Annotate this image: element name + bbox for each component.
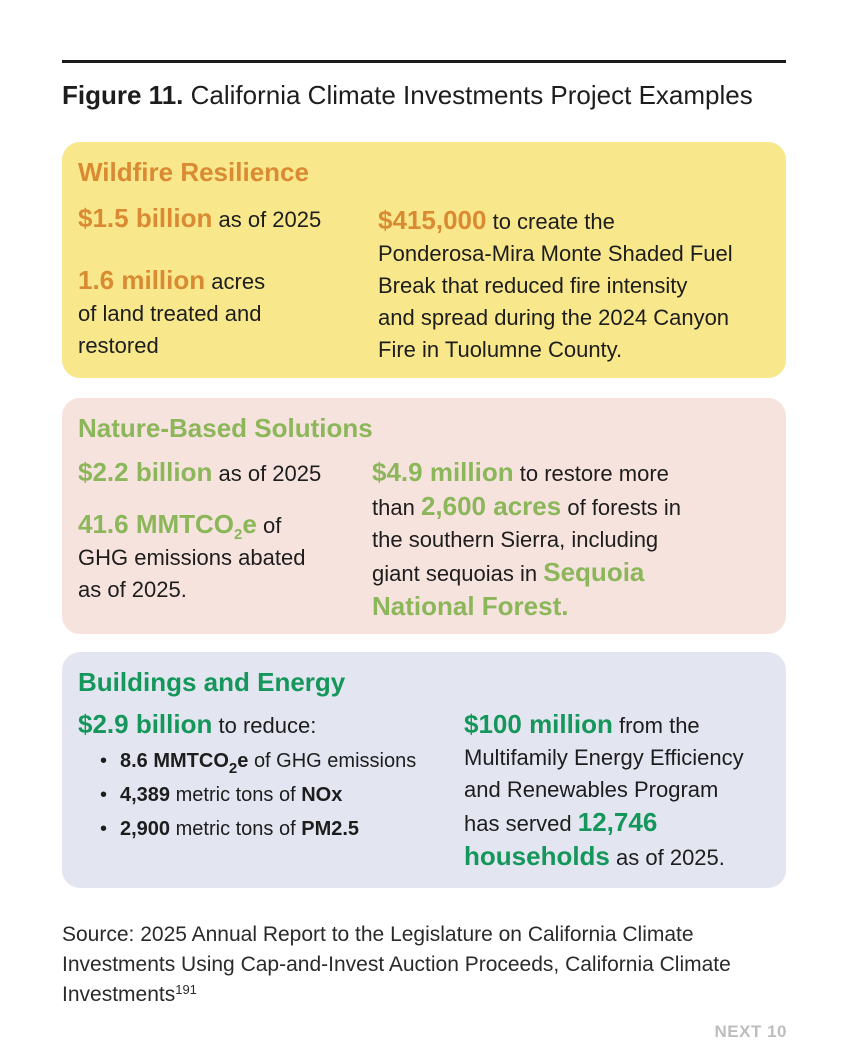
source-footnote: 191 <box>175 982 197 997</box>
nature-abated-sub: 2 <box>234 526 243 543</box>
nature-project-line2a: than <box>372 495 415 520</box>
buildings-households-number: 12,746 <box>577 807 658 837</box>
wildfire-funding-amount: $1.5 billion <box>78 203 213 233</box>
list-item <box>100 812 416 846</box>
buildings-title: Buildings and Energy <box>78 667 346 697</box>
nature-funding <box>78 456 321 490</box>
bullet-text: of GHG emissions <box>253 750 417 772</box>
wildfire-project-line2: Ponderosa-Mira Monte Shaded Fuel <box>378 241 733 266</box>
nature-abated-unit: e <box>242 509 257 539</box>
buildings-program-suffix: as of 2025. <box>616 845 725 870</box>
nature-abated-amount: 41.6 MMTCO <box>78 509 235 539</box>
top-rule <box>62 60 786 63</box>
buildings-funding <box>78 708 316 742</box>
buildings-program-line1: from the <box>618 713 700 738</box>
buildings-funding-amount: $2.9 billion <box>78 709 213 739</box>
bullet-sub: 2 <box>228 760 238 777</box>
buildings-program-line4: has served <box>464 811 572 836</box>
wildfire-project-line4: and spread during the 2024 Canyon <box>378 305 730 330</box>
source-note <box>62 920 792 1010</box>
nature-abated-line1: of <box>262 513 282 538</box>
bullet-value: 8.6 MMTCO <box>120 750 229 772</box>
page-label: NEXT 10 <box>714 1022 787 1041</box>
figure-title <box>62 78 753 112</box>
nature-project-line3: the southern Sierra, including <box>372 527 659 552</box>
bullet-text: metric tons of <box>175 784 296 806</box>
bullet-text: metric tons of <box>175 818 296 840</box>
nature-project <box>372 456 681 622</box>
wildfire-project <box>378 204 733 366</box>
figure-title-text: California Climate Investments Project Examples <box>190 80 753 110</box>
nature-project-place2: National Forest. <box>372 591 569 621</box>
nature-funding-amount: $2.2 billion <box>78 457 213 487</box>
buildings-program-line2: Multifamily Energy Efficiency <box>464 745 744 770</box>
wildfire-project-line5: Fire in Tuolumne County. <box>378 337 623 362</box>
nature-abated-line3: as of 2025. <box>78 577 187 602</box>
bullet-value: 4,389 <box>120 784 171 806</box>
buildings-program-amount: $100 million <box>464 709 613 739</box>
figure-label: Figure 11. <box>62 80 184 110</box>
nature-abated-line2: GHG emissions abated <box>78 545 306 570</box>
buildings-households-label: households <box>464 841 610 871</box>
nature-title: Nature-Based Solutions <box>78 413 373 443</box>
wildfire-acres-amount: 1.6 million <box>78 265 206 295</box>
nature-abated <box>78 508 305 606</box>
wildfire-funding <box>78 202 321 236</box>
list-item <box>100 744 416 778</box>
wildfire-title: Wildfire Resilience <box>78 157 309 187</box>
bullet-pollutant: PM2.5 <box>301 818 360 840</box>
buildings-program <box>464 708 744 874</box>
nature-project-line2b: of forests in <box>567 495 682 520</box>
wildfire-funding-suffix: as of 2025 <box>218 207 322 232</box>
wildfire-resilience-card <box>62 142 786 378</box>
nature-project-place1: Sequoia <box>543 557 645 587</box>
wildfire-acres-line3: restored <box>78 333 159 358</box>
wildfire-project-amount: $415,000 <box>378 205 487 235</box>
buildings-energy-card <box>62 652 786 888</box>
wildfire-project-line3: Break that reduced fire intensity <box>378 273 688 298</box>
list-item <box>100 778 416 812</box>
source-text: Source: 2025 Annual Report to the Legislature on California Climate Investments Using Cap-and-Invest Auction Proceeds, California Climate Investments <box>62 923 731 1006</box>
wildfire-acres-line2: of land treated and <box>78 301 262 326</box>
nature-project-amount: $4.9 million <box>372 457 514 487</box>
nature-project-line4: giant sequoias in <box>372 561 538 586</box>
nature-funding-suffix: as of 2025 <box>218 461 322 486</box>
bullet-pollutant: NOx <box>301 784 343 806</box>
nature-project-acres: 2,600 acres <box>420 491 562 521</box>
wildfire-acres-line1: acres <box>211 269 266 294</box>
buildings-program-line3: and Renewables Program <box>464 777 719 802</box>
wildfire-acres <box>78 264 265 362</box>
buildings-reduction-list <box>100 744 416 846</box>
wildfire-project-line1: to create the <box>492 209 615 234</box>
bullet-unit: e <box>237 750 249 772</box>
nature-based-solutions-card <box>62 398 786 634</box>
buildings-funding-suffix: to reduce: <box>218 713 317 738</box>
bullet-value: 2,900 <box>120 818 171 840</box>
nature-project-line1: to restore more <box>519 461 669 486</box>
